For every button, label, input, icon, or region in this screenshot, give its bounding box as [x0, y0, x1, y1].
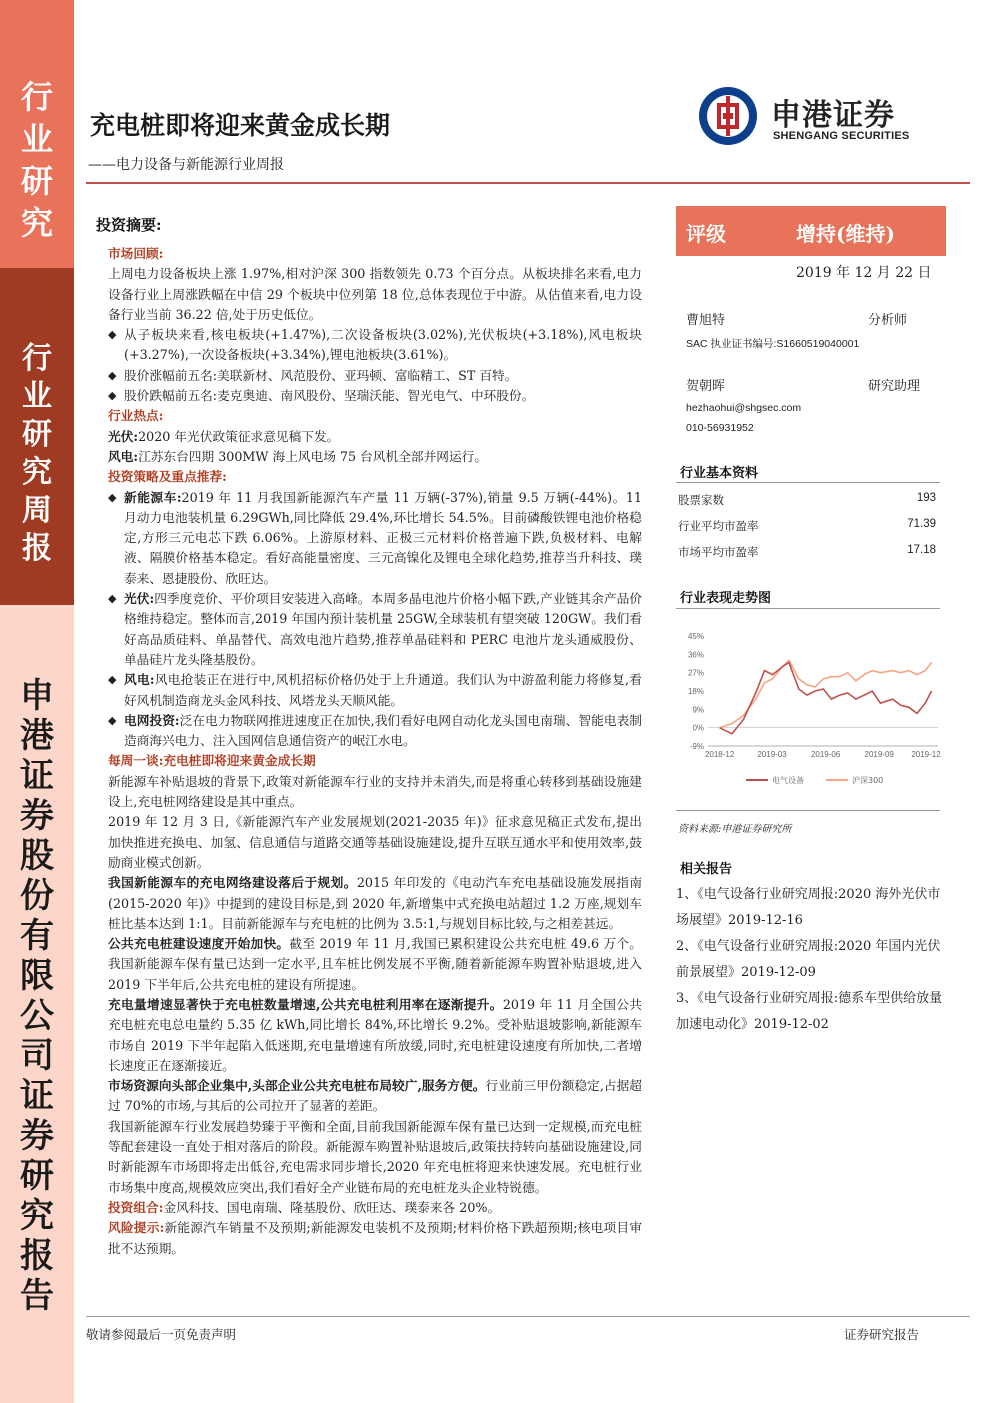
bullet-diamond-icon: ◆: [108, 713, 117, 727]
analyst-2-email[interactable]: hezhaohui@shgsec.com: [686, 402, 802, 414]
legend-label: 电气设备: [772, 776, 804, 785]
perf-title: 行业表现走势图: [680, 591, 772, 606]
related-report[interactable]: 1、《电气设备行业研究周报:2020 海外光伏市场展望》2019-12-16: [676, 887, 941, 928]
rating-label: 评级: [686, 222, 726, 246]
x-tick-label: 2019-06: [810, 750, 841, 759]
bullet-diamond-icon: ◆: [108, 673, 117, 687]
sidebar-bottom-text: 申 港 证 券 股 份 有 限 公 司 证 券 研 究 报 告: [20, 676, 54, 1316]
weekly-p6: 市场资源向头部企业集中,头部企业公共充电桩布局较广,服务方便。行业前三甲份额稳定,占据超过 70%的市场,与其后的公司拉开了显著的差距。: [108, 1078, 642, 1114]
strategy-ev: ◆ 新能源车:2019 年 11 月我国新能源汽车产量 11 万辆(-37%),销量 9.5 万辆(-44%)。11 月动力电池装机量 6.29GWh,同比降低 29.4%,环比增长 54.5%。目前磷酸铁锂电池价格稳定,方形三元电芯下跌 6.06%。上游原材料、正极三元材料价格普遍下跌,负极材料、电解液、隔膜价格基本稳定。看好高能量密度、三元高镍化及锂电全球化趋势,推荐当升科技、璞泰来、恩捷股份、欣旺达。: [108, 489, 642, 586]
y-tick-label: 45%: [687, 632, 704, 641]
x-tick-label: 2019-12: [911, 750, 941, 759]
x-tick-label: 2019-09: [864, 750, 894, 759]
stat-row: 股票家数 193: [678, 492, 936, 507]
market-bullet-3: ◆ 股价跌幅前五名:麦克奥迪、南风股份、坚瑞沃能、智光电气、中环股份。: [108, 386, 642, 406]
analyst-1-name: 曹旭特: [686, 313, 726, 328]
hot-wind: 风电:江苏东台四期 300MW 海上风电场 75 台风机全部并网运行。: [108, 448, 488, 464]
bullet-diamond-icon: ◆: [108, 389, 117, 403]
related-title: 相关报告: [680, 862, 733, 877]
related-report[interactable]: 3、《电气设备行业研究周报:德系车型供给放量加速电动化》2019-12-02: [676, 991, 943, 1032]
chart-source: 资料来源:申港证券研究所: [678, 824, 792, 835]
footer-label: 证券研究报告: [844, 1327, 920, 1342]
strategy-pv: ◆ 光伏:四季度竞价、平价项目安装进入高峰。本周多晶电池片价格小幅下跌,产业链其余产品价格维持稳定。整体而言,2019 年国内预计装机量 25GW,全球装机有望突破 120GW。我们看好高品质硅料、单晶替代、高效电池片趋势,推荐单晶硅料和 PERC 电池片龙头通威股份、单晶硅片龙头隆基股份。: [108, 591, 643, 667]
y-tick-label: 36%: [687, 650, 704, 660]
report-subtitle: ——电力设备与新能源行业周报: [88, 157, 284, 173]
risk: 风险提示:新能源汽车销量不及预期;新能源发电装机不及预期;材料价格下跌超预期;核电项目审批不达预期。: [108, 1220, 643, 1256]
stat-row: 市场平均市盈率 17.18: [678, 544, 936, 559]
report-title: 充电桩即将迎来黄金成长期: [90, 111, 391, 140]
series-line: [720, 660, 932, 727]
strategy-grid: ◆ 电网投资:泛在电力物联网推进速度正在加快,我们看好电网自动化龙头国电南瑞、智能电表制造商海兴电力、注入国网信息通信资产的岷江水电。: [108, 712, 642, 749]
bullet-diamond-icon: ◆: [108, 490, 117, 504]
bullet-diamond-icon: ◆: [108, 328, 117, 342]
strategy-wind: ◆ 风电:风电抢装正在进行中,风机招标价格仍处于上升通道。我们认为中游盈利能力将修复,看好风机制造商龙头金风科技、风塔龙头天顺风能。: [108, 672, 642, 708]
analyst-2-phone: 010-56931952: [686, 422, 754, 434]
weekly-p2: 2019 年 12 月 3 日,《新能源汽车产业发展规划(2021-2035 年)》征求意见稿正式发布,提出加快推进充换电、加氢、信息通信与道路交通等基础设施建设,提升互联互通水平和使用效率,鼓励商业模式创新。: [108, 814, 642, 870]
company-name-en: SHENGANG SECURITIES: [773, 130, 910, 142]
market-bullet-2: ◆ 股价涨幅前五名:美联新材、风范股份、亚玛顿、富临精工、ST 百特。: [108, 366, 642, 386]
sidebar-top-text: 行 业 研 究: [20, 78, 53, 242]
x-tick-label: 2018-12: [704, 750, 735, 759]
footer-divider: [86, 1316, 970, 1317]
company-logo-icon: [698, 86, 758, 146]
y-tick-label: 18%: [687, 687, 704, 696]
hot-pv: 光伏:2020 年光伏政策征求意见稿下发。: [108, 428, 340, 444]
y-tick-label: 0%: [692, 723, 704, 733]
weekly-p7: 我国新能源车行业发展趋势臻于平衡和全面,目前我国新能源车保有量已达到一定规模,而充电桩等配套建设一直处于相对落后的阶段。新能源车购置补贴退坡后,政策扶持转向基础设施建设,同时新能源车市场即将走出低谷,充电需求同步增长,2020 年充电桩将迎来快速发展。充电桩行业市场集中度高,规模效应突出,我们看好全产业链布局的充电桩龙头企业特锐德。: [108, 1118, 642, 1195]
y-tick-label: 9%: [692, 705, 704, 715]
portfolio: 投资组合:金风科技、国电南瑞、隆基股份、欣旺达、璞泰来各 20%。: [108, 1199, 501, 1215]
analyst-1-role: 分析师: [868, 313, 908, 328]
section-hotspots: 行业热点:: [108, 408, 164, 424]
section-weekly: 每周一谈:充电桩即将迎来黄金成长期: [108, 753, 316, 769]
section-market-review: 市场回顾:: [108, 246, 164, 261]
bullet-diamond-icon: ◆: [108, 368, 117, 382]
stat-row: 行业平均市盈率 71.39: [678, 518, 936, 533]
basic-info-divider: [676, 482, 940, 483]
y-tick-label: 27%: [687, 668, 704, 678]
related-report[interactable]: 2、《电气设备行业研究周报:2020 年国内光伏前景展望》2019-12-09: [676, 939, 941, 980]
bullet-diamond-icon: ◆: [108, 592, 117, 606]
company-name: 申港证券: [771, 98, 895, 133]
chart-divider: [676, 810, 940, 811]
perf-divider: [676, 608, 940, 609]
analyst-1-cert: SAC 执业证书编号:S1660519040001: [686, 338, 860, 350]
x-tick-label: 2019-03: [757, 750, 787, 759]
sidebar-middle-text: 行 业 研 究 周 报: [22, 341, 52, 566]
y-tick-label: -9%: [689, 742, 704, 751]
header-divider: [86, 182, 970, 184]
market-bullet-1: ◆ 从子板块来看,核电板块(+1.47%),二次设备板块(3.02%),光伏板块(+3.18%),风电板块(+3.27%),一次设备板块(+3.34%),锂电池板块(3.61%)。: [108, 327, 642, 363]
performance-chart: [676, 624, 946, 792]
section-strategy: 投资策略及重点推荐:: [108, 469, 227, 485]
footer-disclaimer: 敬请参阅最后一页免责声明: [86, 1327, 237, 1342]
abstract-label: 投资摘要:: [96, 216, 162, 234]
basic-info-title: 行业基本资料: [680, 466, 759, 481]
report-date: 2019 年 12 月 22 日: [796, 265, 932, 281]
weekly-p3: 我国新能源车的充电网络建设落后于规划。2015 年印发的《电动汽车充电基础设施发展指南(2015-2020 年)》中提到的建设目标是,到 2020 年,新增集中式充换电站超过 1.2 万座,规划车桩比基本达到 1:1。目前新能源车与充电桩的比例为 3.5:1,与规划目标比较,与之相差甚远。: [108, 875, 643, 931]
analyst-2-name: 贺朝晖: [686, 379, 726, 394]
weekly-p1: 新能源车补贴退坡的背景下,政策对新能源车行业的支持并未消失,而是将重心转移到基础设施建设上,充电桩网络建设是其中重点。: [108, 773, 642, 810]
legend-label: 沪深300: [852, 776, 884, 785]
rating-value: 增持(维持): [796, 222, 895, 246]
market-paragraph: 上周电力设备板块上涨 1.97%,相对沪深 300 指数领先 0.73 个百分点。从板块排名来看,电力设备行业上周涨跌幅在中信 29 个板块中位列第 18 位,总体表现位于中游。从估值来看,电力设备行业当前 36.22 倍,处于历史低位。: [108, 266, 642, 322]
report-body: [108, 244, 642, 1259]
weekly-p5: 充电量增速显著快于充电桩数量增速,公共充电桩利用率在逐渐提升。2019 年 11 月全国公共充电桩充电总电量约 5.35 亿 kWh,同比增长 84%,环比增长 9.2%。受补贴退坡影响,新能源车市场自 2019 下半年起陷入低迷期,充电量增速有所放缓,同时,充电桩建设速度有所加快,二者增长速度正在逐渐接近。: [108, 996, 642, 1073]
weekly-p4: 公共充电桩建设速度开始加快。截至 2019 年 11 月,我国已累积建设公共充电桩 49.6 万个。我国新能源车保有量已达到一定水平,且车桩比例发展不平衡,随着新能源车购置补贴退坡,进入 2019 下半年后,公共充电桩的建设有所提速。: [108, 936, 642, 992]
analyst-2-role: 研究助理: [868, 379, 921, 394]
